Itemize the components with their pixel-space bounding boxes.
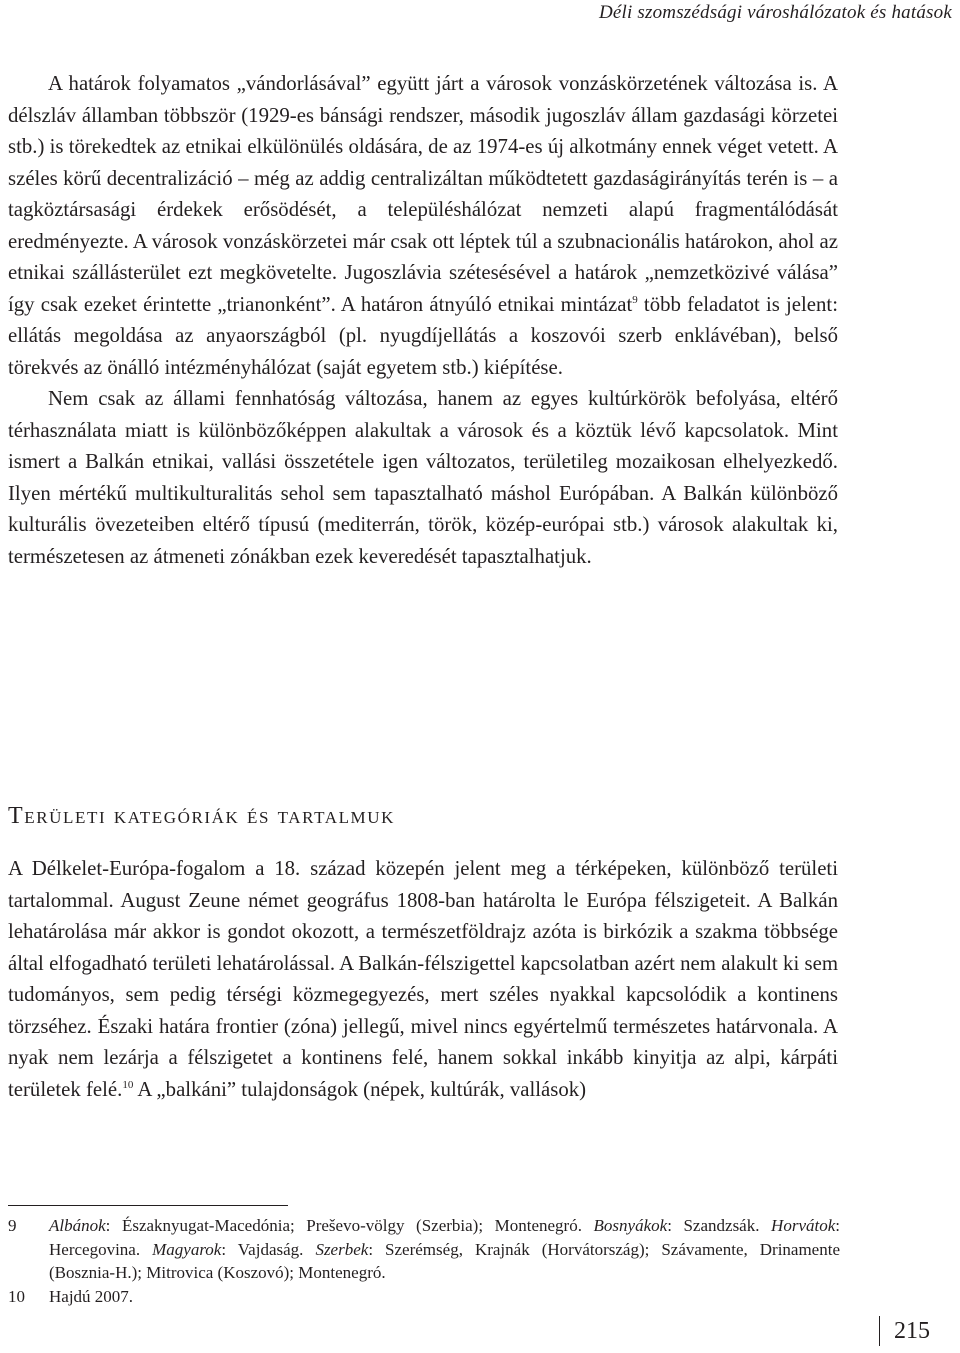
footnote-9-term-szerbek: Szerbek bbox=[315, 1239, 369, 1259]
footnote-9-term-bosnyakok: Bosnyákok bbox=[593, 1216, 668, 1235]
footnote-ref-10[interactable]: 10 bbox=[122, 1078, 134, 1091]
section-body bbox=[8, 853, 838, 1105]
footnote-10-number: 10 bbox=[8, 1286, 25, 1306]
footnote-9-term-horvatok: Horvátok bbox=[771, 1216, 836, 1235]
section-paragraph-text-b: A „balkáni” tulajdonságok (népek, kultúrák, vallások) bbox=[133, 1077, 587, 1101]
footnote-9-text-2: : Szandzsák. bbox=[667, 1216, 772, 1235]
footnote-9-term-albanok: Albánok bbox=[49, 1216, 106, 1235]
footnote-9-text-3: : Hercegovina. bbox=[49, 1216, 840, 1259]
footnote-9 bbox=[0, 1214, 840, 1285]
page-number: 215 bbox=[879, 1316, 930, 1346]
running-header: Déli szomszédsági városhálózatok és hatások bbox=[598, 2, 952, 23]
paragraph-1-text-b: több feladatot is jelent: ellátás megoldása az anyaországból (pl. nyugdíjellátás a koszovói szerb enklávéban), belső törekvés az önálló intézményhálózat (saját egyetem stb.) kiépítése. bbox=[8, 292, 838, 379]
paragraph-2: Nem csak az állami fennhatóság változása, hanem az egyes kultúrkörök befolyása, eltérő térhasználata miatt is különbözőképpen alakultak a városok és a köztük lévő kapcsolatok. Mint ismert a Balkán etnikai, vallási összetétele igen változatos, területileg mozaikosan elhelyezkedő. Ilyen mértékű multikulturalitás sehol sem tapasztalható máshol Európában. A Balkán különböző kulturális övezeteiben eltérő típusú (mediterrán, török, közép-európai stb.) városok alakultak ki, természetesen az átmeneti zónákban ezek keveredését tapasztalhatjuk. bbox=[8, 387, 838, 568]
footnote-10-text: Hajdú 2007. bbox=[49, 1286, 134, 1306]
section-paragraph bbox=[8, 853, 838, 1105]
paragraph-1-text-a: A határok folyamatos „vándorlásával” együtt járt a városok vonzáskörzetének változása is. A délszláv államban többször (1929-es bánsági rendszer, második jugoszláv állam gazdasági körzetei stb.) is törekedtek az etnikai elkülönülés oldására, de az 1974-es új alkotmány ennek véget vetett. A széles körű decentralizáció – még az addig centralizáltan működtetett gazdaságirányítás terén is – a tagköztársasági érdekek erősödését, a településhálózat nemzeti alapú fragmentálódását eredményezte. A városok vonzáskörzetei már csak ott léptek túl a szubnacionális határokon, ahol az etnikai szállásterület ezt megkövetelte. Jugoszlávia szétesésével a határok „nemzetközivé válása” így csak ezeket érintette „trianonként”. A határon átnyúló etnikai mintázat bbox=[8, 72, 838, 316]
section-paragraph-text-a: A Délkelet-Európa-fogalom a 18. század közepén jelent meg a térképeken, különböző területi tartalommal. August Zeune német geográfus 1808-ban határolta le Európa félszigeteit. A Balkán lehatárolása már akkor is gondot okozott, a természetföldrajz azóta is birkózik a szakma többsége által elfogadható területi lehatárolással. A Balkán-félszigettel kapcsolatban azért nem alakult ki sem tudományos, sem pedig térségi közmegegyezés, mert széles nyakkal kapcsolódik a kontinens törzséhez. Északi határa frontier (zóna) jellegű, mivel nincs egyértelmű természetes határvonala. A nyak nem lezárja a félszigetet a kontinens felé, hanem sokkal inkább kinyitja az alpi, kárpáti területek felé. bbox=[8, 857, 838, 1101]
body-text bbox=[8, 68, 838, 572]
footnotes bbox=[0, 1214, 840, 1308]
footnote-9-number: 9 bbox=[8, 1216, 17, 1235]
footnote-10 bbox=[0, 1285, 840, 1309]
footnote-ref-9[interactable]: 9 bbox=[632, 293, 638, 306]
footnote-divider bbox=[8, 1205, 288, 1206]
section-heading: Területi kategóriák és tartalmuk bbox=[8, 803, 396, 829]
footnote-9-text-1: : Északnyugat-Macedónia; Preševo-völgy (Szerbia); Montenegró. bbox=[105, 1216, 594, 1235]
footnote-9-text-5: : Szerémség, Krajnák (Horvátország); Szávamente, Drinamente (Bosznia-H.); Mitrovica (Koszovó); Montenegró. bbox=[49, 1239, 840, 1282]
footnote-9-term-magyarok: Magyarok bbox=[152, 1239, 222, 1259]
footnote-9-text-4: : Vajdaság. bbox=[221, 1239, 316, 1259]
paragraph-1 bbox=[8, 68, 838, 383]
